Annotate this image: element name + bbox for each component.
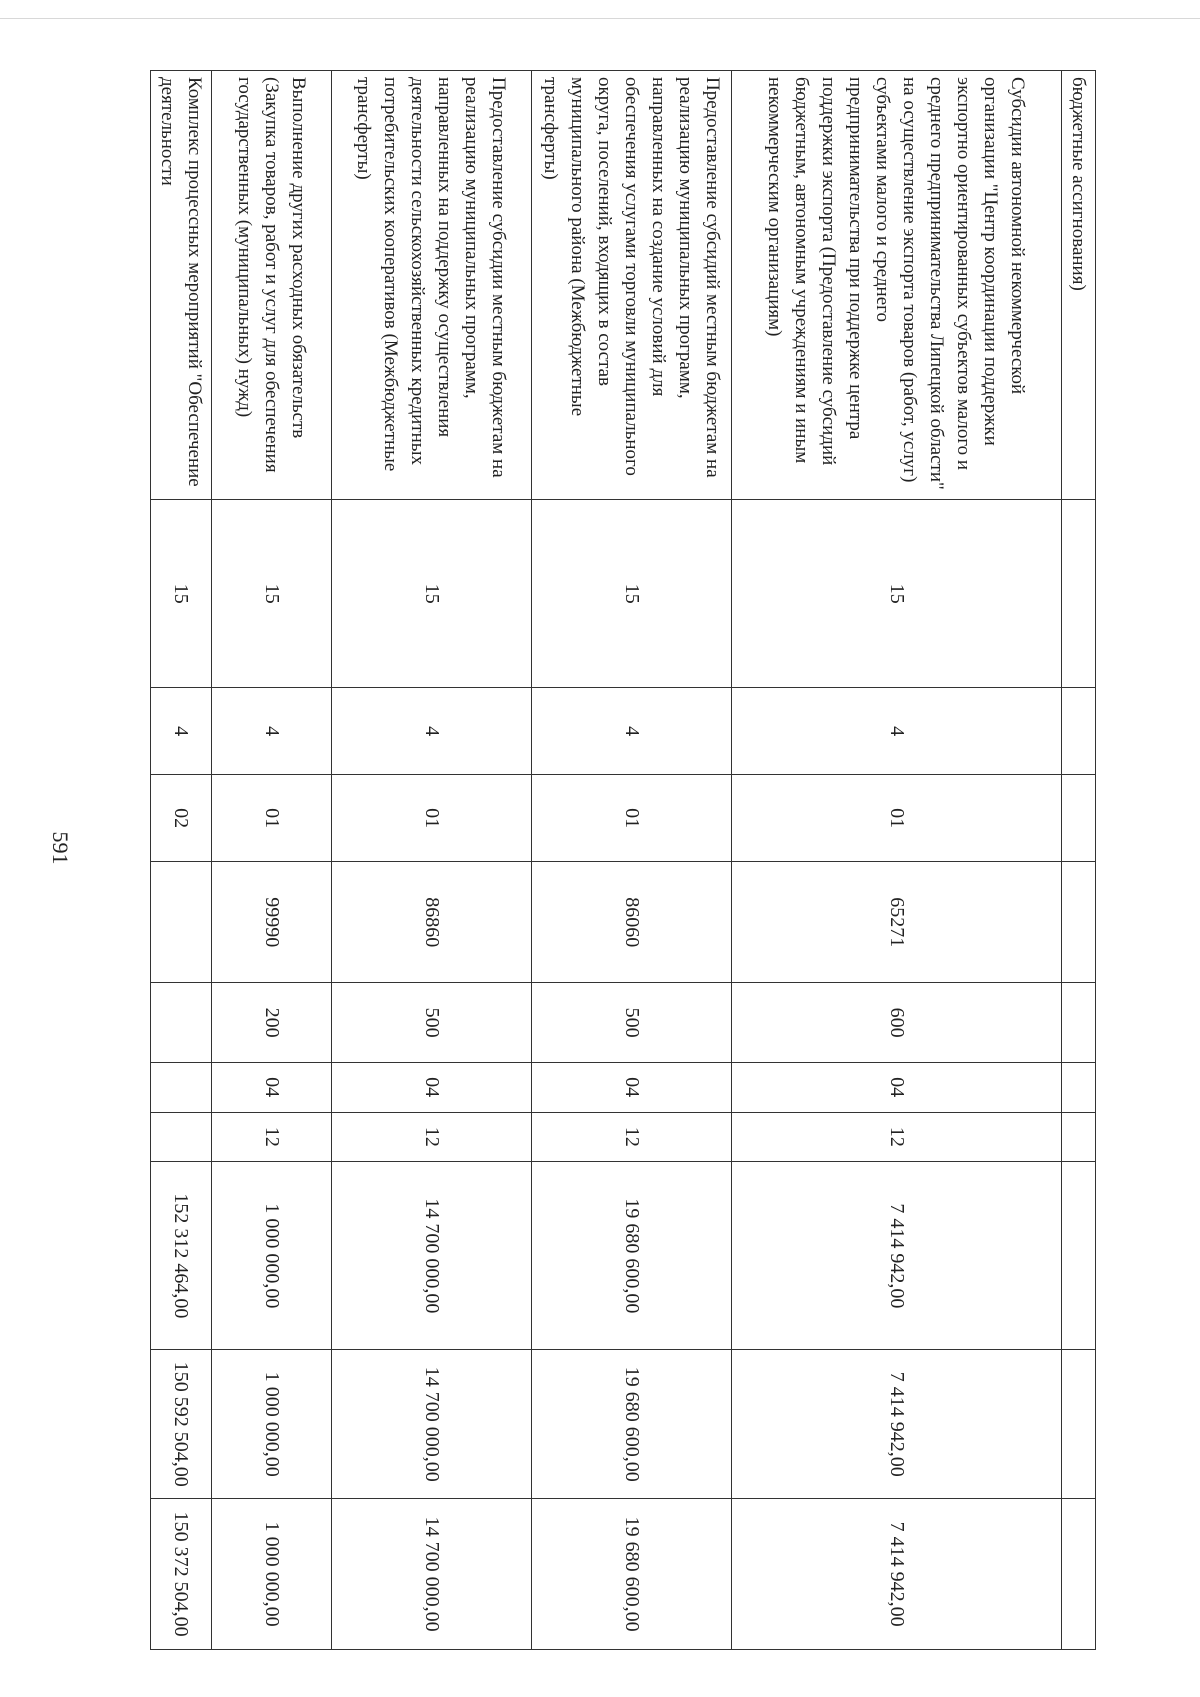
row-name: Предоставление субсидии местным бюджетам на реализацию муниципальных программ, направленных на поддержку осуществления деятельности сельскохозяйственных кредитных потребительских кооперативов (Межбюджетные трансферты) xyxy=(332,71,532,500)
table-row xyxy=(1062,71,1096,1650)
amount-cell: 14 700 000,00 xyxy=(332,1499,532,1650)
code-cell: 15 xyxy=(332,500,532,688)
code-cell: 15 xyxy=(151,500,212,688)
code-cell: 4 xyxy=(212,688,332,775)
code-cell: 15 xyxy=(732,500,1062,688)
code-cell xyxy=(1062,1112,1096,1162)
code-cell: 01 xyxy=(732,775,1062,862)
amount-cell: 7 414 942,00 xyxy=(732,1162,1062,1350)
code-cell: 01 xyxy=(532,775,732,862)
code-cell: 01 xyxy=(332,775,532,862)
amount-cell: 150 372 504,00 xyxy=(151,1499,212,1650)
amount-cell xyxy=(1062,1350,1096,1499)
table-row xyxy=(151,71,212,1650)
row-name: Субсидии автономной некоммерческой организации "Центр координации поддержки экспортно ориентированных субъектов малого и среднего предпринимательства Липецкой области" на осуществление экспорта товаров (работ, услуг) субъектами малого и среднего предпринимательства при поддержке центра поддержки экспорта (Предоставление субсидий бюджетным, автономным учреждениям и иным некоммерческим организациям) xyxy=(732,71,1062,500)
amount-cell: 7 414 942,00 xyxy=(732,1350,1062,1499)
code-cell: 600 xyxy=(732,983,1062,1062)
code-cell: 04 xyxy=(532,1062,732,1112)
code-cell: 04 xyxy=(732,1062,1062,1112)
code-cell: 4 xyxy=(532,688,732,775)
code-cell: 65271 xyxy=(732,862,1062,983)
amount-cell: 1 000 000,00 xyxy=(212,1350,332,1499)
page-edge-line xyxy=(0,18,1200,19)
code-cell: 12 xyxy=(332,1112,532,1162)
code-cell xyxy=(1062,500,1096,688)
budget-table xyxy=(150,70,1096,1650)
code-cell: 86860 xyxy=(332,862,532,983)
amount-cell: 7 414 942,00 xyxy=(732,1499,1062,1650)
table-row xyxy=(332,71,532,1650)
code-cell xyxy=(1062,983,1096,1062)
code-cell: 4 xyxy=(332,688,532,775)
page-number: 591 xyxy=(48,831,73,865)
row-name: Комплекс процессных мероприятий "Обеспечение деятельности xyxy=(151,71,212,500)
table-row xyxy=(212,71,332,1650)
code-cell: 01 xyxy=(212,775,332,862)
code-cell: 500 xyxy=(532,983,732,1062)
code-cell: 99990 xyxy=(212,862,332,983)
code-cell: 12 xyxy=(532,1112,732,1162)
amount-cell xyxy=(1062,1162,1096,1350)
code-cell xyxy=(151,983,212,1062)
row-name: Выполнение других расходных обязательств (Закупка товаров, работ и услуг для обеспечения государственных (муниципальных) нужд) xyxy=(212,71,332,500)
code-cell: 4 xyxy=(732,688,1062,775)
code-cell: 15 xyxy=(532,500,732,688)
amount-cell: 1 000 000,00 xyxy=(212,1499,332,1650)
code-cell: 12 xyxy=(212,1112,332,1162)
amount-cell: 19 680 600,00 xyxy=(532,1162,732,1350)
amount-cell: 152 312 464,00 xyxy=(151,1162,212,1350)
code-cell xyxy=(151,862,212,983)
amount-cell: 150 592 504,00 xyxy=(151,1350,212,1499)
amount-cell: 14 700 000,00 xyxy=(332,1162,532,1350)
table-row xyxy=(732,71,1062,1650)
code-cell: 4 xyxy=(151,688,212,775)
amount-cell: 19 680 600,00 xyxy=(532,1350,732,1499)
amount-cell: 14 700 000,00 xyxy=(332,1350,532,1499)
code-cell xyxy=(151,1062,212,1112)
code-cell xyxy=(151,1112,212,1162)
row-name: бюджетные ассигнования) xyxy=(1062,71,1096,500)
code-cell xyxy=(1062,1062,1096,1112)
code-cell xyxy=(1062,688,1096,775)
table-row xyxy=(532,71,732,1650)
code-cell: 15 xyxy=(212,500,332,688)
code-cell: 500 xyxy=(332,983,532,1062)
code-cell xyxy=(1062,775,1096,862)
amount-cell xyxy=(1062,1499,1096,1650)
code-cell: 12 xyxy=(732,1112,1062,1162)
code-cell xyxy=(1062,862,1096,983)
code-cell: 04 xyxy=(212,1062,332,1112)
amount-cell: 1 000 000,00 xyxy=(212,1162,332,1350)
code-cell: 200 xyxy=(212,983,332,1062)
code-cell: 04 xyxy=(332,1062,532,1112)
code-cell: 02 xyxy=(151,775,212,862)
code-cell: 86060 xyxy=(532,862,732,983)
rotated-sheet xyxy=(136,70,1096,1650)
row-name: Предоставление субсидий местным бюджетам на реализацию муниципальных программ, направленных на создание условий для обеспечения услугами торговли муниципального округа, поселений, входящих в состав муниципального района (Межбюджетные трансферты) xyxy=(532,71,732,500)
amount-cell: 19 680 600,00 xyxy=(532,1499,732,1650)
